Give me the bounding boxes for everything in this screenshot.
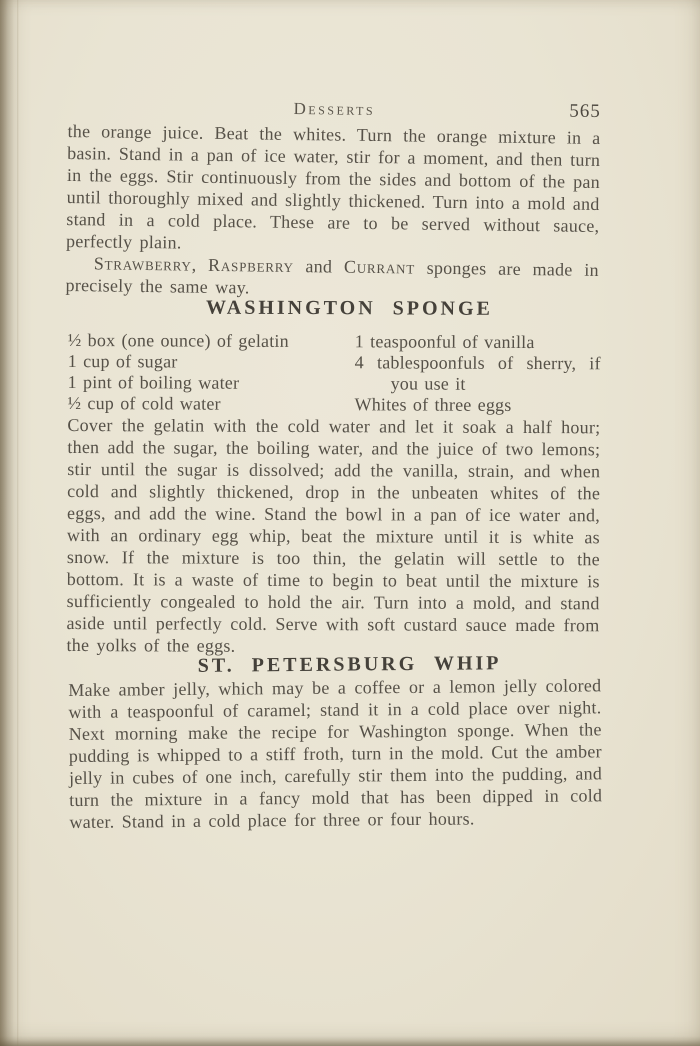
recipe-washington-sponge <box>66 296 601 658</box>
variant-separator: , <box>191 254 209 275</box>
ingredient-item: ½ box (one ounce) of gelatin <box>67 329 289 351</box>
ingredient-item: 4 tablespoonfuls of sherry, if you use it <box>354 352 601 394</box>
variant-conjunction: and <box>293 255 345 277</box>
page-content <box>65 96 603 833</box>
ingredient-list-left <box>67 330 354 415</box>
running-title: Desserts <box>293 98 376 120</box>
ingredient-columns <box>67 330 600 416</box>
page-left-edge-shadow <box>0 0 14 1046</box>
ingredient-item: 1 teaspoonful of vanilla <box>354 331 535 353</box>
paragraph-continuation: the orange juice. Beat the whites. Turn the orange mixture in a basin. Stand in a pan of ice water, stir for a moment, and then turn in the eggs. Stir continuously from the sides and bottom of the pan until thoroughly mixed and slightly thickened. Turn into a mold and stand in a cold place. These are to be served without sauce, perfectly plain. <box>65 120 601 253</box>
paragraph-variants <box>65 252 599 303</box>
recipe-st-petersburg-whip <box>68 651 603 833</box>
ingredient-item: ½ cup of cold water <box>67 392 221 414</box>
ingredient-item: Whites of three eggs <box>354 394 512 415</box>
ingredient-list-right <box>354 331 600 416</box>
top-section <box>65 96 601 303</box>
page-number: 565 <box>569 100 601 122</box>
ingredient-item: 1 pint of boiling water <box>67 371 240 393</box>
variant-name-currant: Currant <box>343 256 416 278</box>
variant-name-raspberry: Raspberry <box>207 254 294 276</box>
recipe-title-washington-sponge: WASHINGTON SPONGE <box>205 296 493 320</box>
ingredient-item: 1 cup of sugar <box>67 350 178 372</box>
variant-name-strawberry: Strawberry <box>93 253 192 275</box>
variants-tail-text: sponges are made in precisely the same way. <box>65 257 599 298</box>
page-crease-line <box>17 0 19 1046</box>
recipe-body-washington-sponge: Cover the gelatin with the cold water and let it soak a half hour; then add the sugar, the boiling water, and the juice of two lemons; stir until the sugar is dissolved; add the vanilla, strain, and when cold and slightly thickened, drop in the unbeaten whites of the eggs, and add the wine. Stand the bowl in a pan of ice water and, with an ordinary egg whip, beat the mixture until it is white as snow. If the mixture is too thin, the gelatin will settle to the bottom. It is a waste of time to begin to beat until the mixture is sufficiently congealed to hold the air. Turn into a mold, and stand aside until perfectly cold. Serve with soft custard sauce made from the yolks of the eggs. <box>66 414 601 656</box>
recipe-title-st-petersburg-whip: ST. PETERSBURG WHIP <box>197 652 502 677</box>
recipe-body-st-petersburg-whip: Make amber jelly, which may be a coffee or a lemon jelly colored with a teaspoonful of caramel; stand it in a cold place over night. Next morning make the recipe for Washington sponge. When the pudding is whipped to a stiff froth, turn in the mold. Cut the amber jelly in cubes of one inch, carefully stir them into the pudding, and turn the mixture in a fancy mold that has been dipped in cold water. Stand in a cold place for three or four hours. <box>68 675 603 832</box>
page-bottom-edge-shadow <box>0 1036 700 1046</box>
